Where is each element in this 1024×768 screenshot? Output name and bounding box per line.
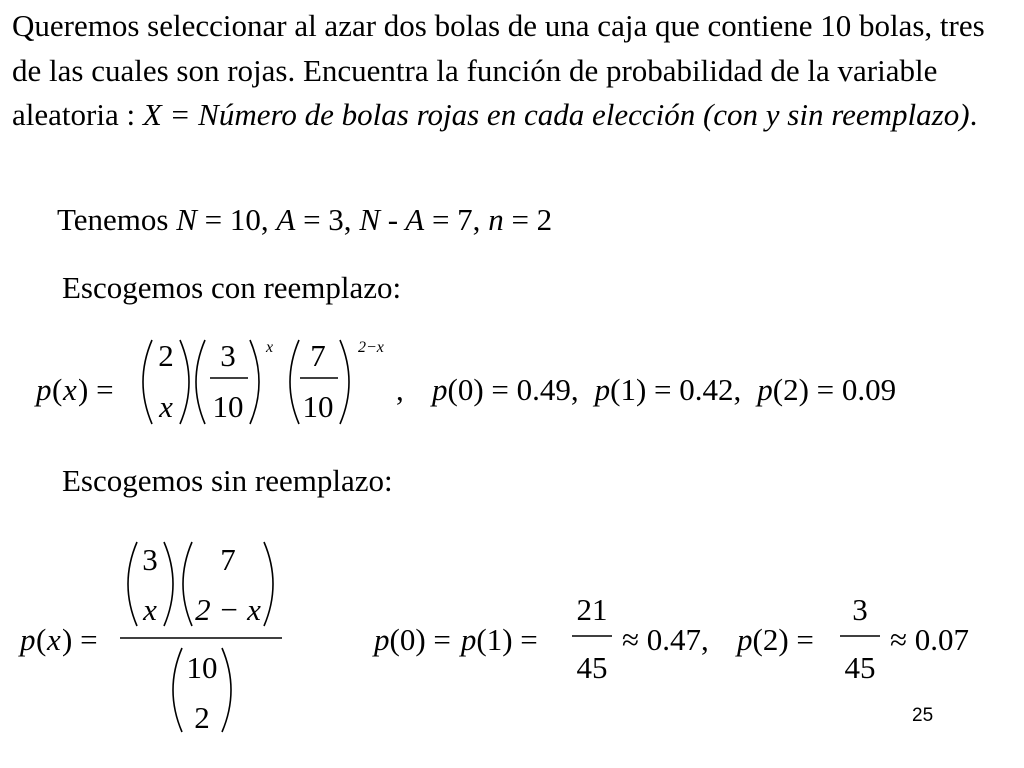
wr-exp2: 2−x	[358, 339, 384, 356]
wr-results	[430, 372, 896, 407]
wr-frac1-left-paren	[196, 340, 205, 424]
wor-lhs-paren: (	[36, 622, 47, 657]
wr-frac2-num: 7	[310, 338, 326, 373]
wor-result2-den: 45	[844, 650, 876, 685]
wor-lhs-x: x	[47, 622, 61, 657]
problem-intro: Queremos seleccionar al azar dos bolas de una caja que contiene 10 bolas, tres de las cuales son rojas. Encuentra la función de probabilidad de la variable aleatoria :	[12, 8, 985, 132]
wr-result-0-value: (0) = 0.49,	[447, 372, 579, 407]
wr-frac2-right-paren	[340, 340, 349, 424]
wor-lhs-p: p	[20, 622, 36, 657]
wr-lhs-x: x	[63, 372, 77, 407]
wr-result-0-fn: p	[432, 372, 448, 407]
wor-result1-approx: ≈ 0.47,	[622, 622, 709, 657]
wor-num-binom1-top: 3	[142, 542, 158, 577]
wr-frac1-den: 10	[212, 389, 244, 424]
wr-exp1: x	[266, 339, 274, 356]
wor-num-binom2-bottom: 2 − x	[195, 592, 261, 627]
wor-result1-p1: (1) =	[476, 622, 538, 657]
wor-den-binom-left-paren	[173, 648, 182, 732]
givens-N-symbol: N	[176, 202, 197, 237]
givens-NA-symbol: N - A	[359, 202, 425, 237]
wr-lhs-p: p	[36, 372, 52, 407]
problem-end: .	[969, 97, 978, 132]
random-variable-definition: X = Número de bolas rojas en cada elección (con y sin reemplazo)	[142, 97, 970, 132]
wr-lhs-paren: (	[52, 372, 63, 407]
without-replacement-formula	[0, 530, 1024, 745]
wor-result2-lhs	[735, 622, 814, 657]
wr-frac2-den: 10	[302, 389, 334, 424]
wr-result-1-value: (1) = 0.42,	[610, 372, 742, 407]
wr-binom-top: 2	[158, 338, 174, 373]
wor-result2-fn: p	[737, 622, 753, 657]
wr-frac1-right-paren	[250, 340, 259, 424]
wor-num-binom2-top: 7	[220, 542, 236, 577]
wor-den-binom-top: 10	[186, 650, 218, 685]
wr-binom-right-paren	[180, 340, 189, 424]
wor-den-binom-right-paren	[222, 648, 231, 732]
wor-num-binom1-right-paren	[164, 542, 173, 626]
wr-result-2-value: (2) = 0.09	[772, 372, 897, 407]
wor-result1-p0: (0) =	[389, 622, 451, 657]
problem-statement	[12, 4, 1017, 138]
wor-num-binom1-left-paren	[128, 542, 137, 626]
givens-N-value: = 10,	[196, 202, 277, 237]
givens-n-symbol: n	[488, 202, 504, 237]
wor-den-binom-bottom: 2	[194, 700, 210, 735]
wor-result1-lhs	[372, 622, 538, 657]
wor-result1-p0-fn: p	[374, 622, 390, 657]
wor-result2-p: (2) =	[752, 622, 814, 657]
wor-result1-num: 21	[576, 592, 608, 627]
wor-num-binom2-left-paren	[183, 542, 192, 626]
without-replacement-heading: Escogemos sin reemplazo:	[62, 463, 393, 498]
wor-result2-approx: ≈ 0.07	[890, 622, 970, 657]
givens-A-value: = 3,	[295, 202, 360, 237]
wor-result1-den: 45	[576, 650, 608, 685]
wor-result1-p1-fn: p	[460, 622, 477, 657]
with-replacement-heading: Escogemos con reemplazo:	[62, 270, 402, 305]
givens-NA-value: = 7,	[424, 202, 489, 237]
wor-result2-num: 3	[852, 592, 868, 627]
wor-num-binom2-right-paren	[264, 542, 273, 626]
wr-comma: ,	[396, 372, 404, 407]
wr-result-1-fn: p	[594, 372, 611, 407]
wr-frac1-num: 3	[220, 338, 236, 373]
with-replacement-formula	[0, 320, 1024, 440]
wr-frac2-left-paren	[290, 340, 299, 424]
wr-binom-left-paren	[143, 340, 152, 424]
page-number: 25	[912, 705, 934, 726]
givens-n-value: = 2	[503, 202, 553, 237]
wr-binom-bottom: x	[159, 389, 173, 424]
wr-lhs-close: ) =	[78, 372, 114, 407]
wr-result-2-fn: p	[757, 372, 773, 407]
givens-prefix: Tenemos	[57, 202, 177, 237]
givens-A-symbol: A	[276, 202, 296, 237]
wor-num-binom1-bottom: x	[143, 592, 157, 627]
givens-line	[57, 202, 552, 238]
wor-lhs-close: ) =	[62, 622, 98, 657]
